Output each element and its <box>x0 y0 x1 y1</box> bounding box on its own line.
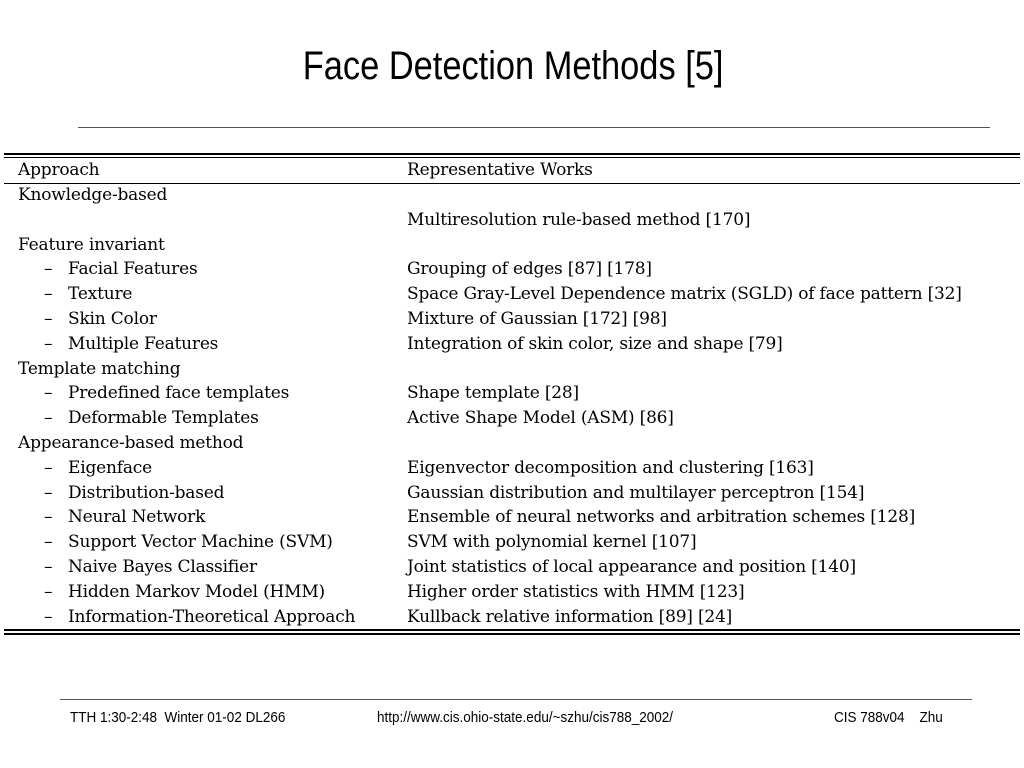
approach-subcategory: Skin Color <box>68 309 157 329</box>
approach-subcategory: Support Vector Machine (SVM) <box>68 532 333 553</box>
list-dash: – <box>44 284 53 305</box>
approach-subcategory: Naive Bayes Classifier <box>68 557 257 577</box>
approach-category: Knowledge-based <box>18 185 168 205</box>
table-top-rule <box>4 153 1020 155</box>
representative-work: Space Gray-Level Dependence matrix (SGLD) of face pattern [32] <box>407 284 962 305</box>
approach-category: Feature invariant <box>18 234 165 255</box>
footer-course-instructor: CIS 788v04 Zhu <box>834 709 943 726</box>
footer-course-url: http://www.cis.ohio-state.edu/~szhu/cis788_2002/ <box>377 709 674 726</box>
approach-category: Appearance-based method <box>18 433 244 453</box>
representative-work: Integration of skin color, size and shape [79] <box>407 333 783 354</box>
list-dash: – <box>44 606 53 627</box>
list-dash: – <box>44 457 53 478</box>
representative-work: Eigenvector decomposition and clustering [163] <box>407 457 814 478</box>
representative-work: Active Shape Model (ASM) [86] <box>407 408 674 429</box>
list-dash: – <box>44 557 53 577</box>
representative-work: Higher order statistics with HMM [123] <box>407 581 745 602</box>
table-bottom-rule-outer <box>4 633 1020 635</box>
footer-course-schedule: TTH 1:30-2:48 Winter 01-02 DL266 <box>70 709 286 726</box>
representative-work: SVM with polynomial kernel [107] <box>407 532 697 553</box>
header-approach: Approach <box>18 160 100 180</box>
header-rule <box>4 183 1020 184</box>
representative-work: Ensemble of neural networks and arbitration schemes [128] <box>407 507 915 528</box>
approach-subcategory: Multiple Features <box>68 333 219 354</box>
approach-subcategory: Distribution-based <box>68 482 225 503</box>
table-bottom-rule <box>4 629 1020 631</box>
representative-work: Multiresolution rule-based method [170] <box>407 209 751 230</box>
list-dash: – <box>44 507 53 528</box>
approach-subcategory: Predefined face templates <box>68 383 290 404</box>
header-representative-works: Representative Works <box>407 160 593 180</box>
approach-subcategory: Texture <box>68 284 133 305</box>
list-dash: – <box>44 333 53 354</box>
list-dash: – <box>44 408 53 429</box>
list-dash: – <box>44 581 53 602</box>
list-dash: – <box>44 482 53 503</box>
representative-work: Joint statistics of local appearance and position [140] <box>407 557 856 577</box>
title-divider <box>78 127 990 128</box>
representative-work: Mixture of Gaussian [172] [98] <box>407 309 667 329</box>
slide-title: Face Detection Methods [5] <box>302 44 724 88</box>
representative-work: Gaussian distribution and multilayer perceptron [154] <box>407 482 865 503</box>
representative-work: Shape template [28] <box>407 383 579 404</box>
approach-category: Template matching <box>18 358 181 379</box>
approach-subcategory: Facial Features <box>68 259 198 280</box>
table-top-rule-inner <box>4 157 1020 158</box>
representative-work: Grouping of edges [87] [178] <box>407 259 652 280</box>
approach-subcategory: Neural Network <box>68 507 206 528</box>
approach-subcategory: Deformable Templates <box>68 408 259 429</box>
approach-subcategory: Information-Theoretical Approach <box>68 606 356 627</box>
approach-subcategory: Eigenface <box>68 457 152 478</box>
list-dash: – <box>44 532 53 553</box>
list-dash: – <box>44 383 53 404</box>
footer-divider <box>60 699 972 700</box>
approach-subcategory: Hidden Markov Model (HMM) <box>68 581 325 602</box>
representative-work: Kullback relative information [89] [24] <box>407 606 733 627</box>
list-dash: – <box>44 259 53 280</box>
list-dash: – <box>44 309 53 329</box>
